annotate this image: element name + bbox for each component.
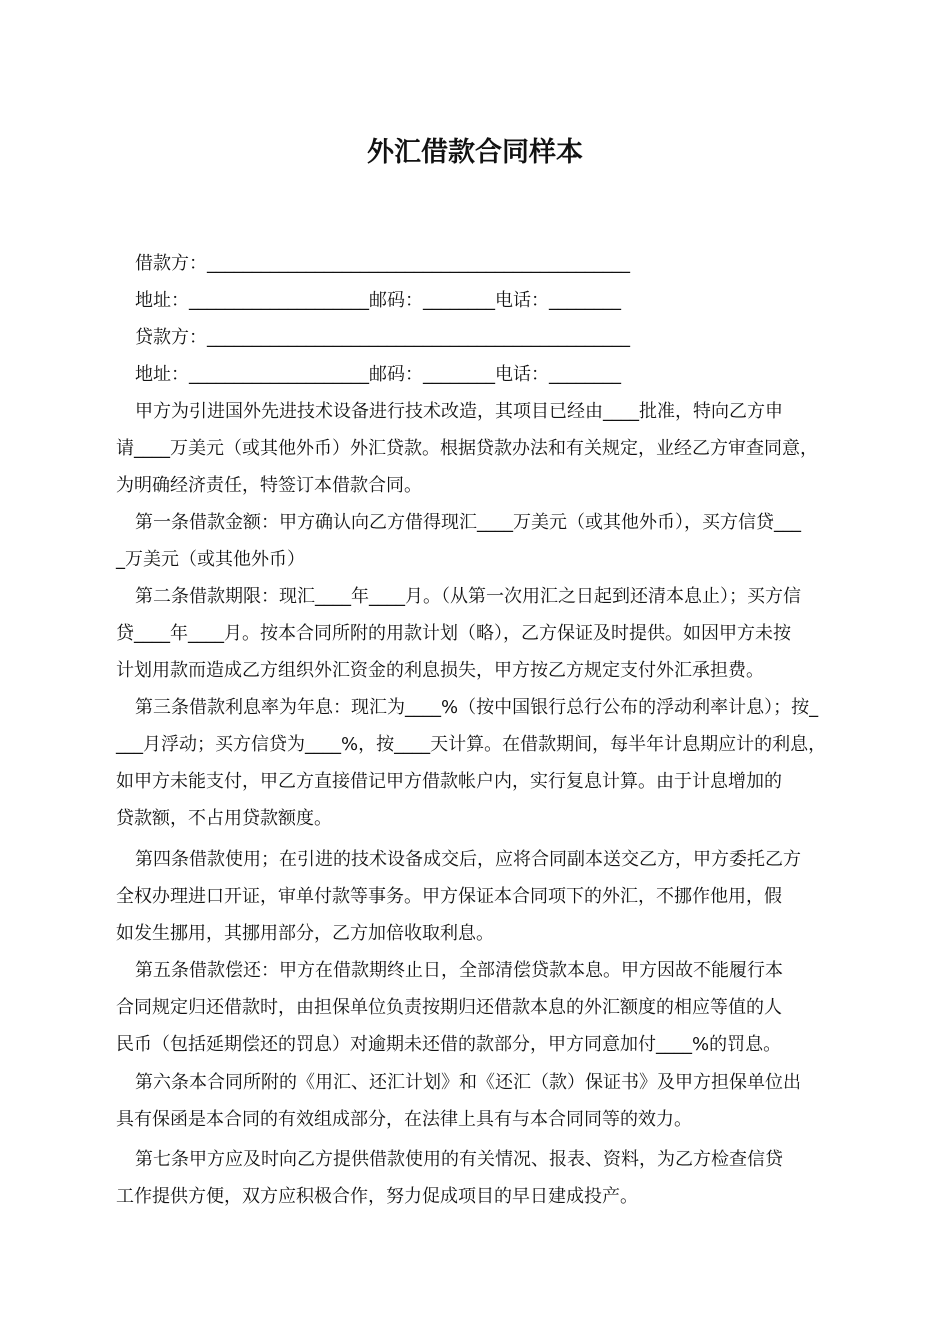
- article-2-line-2: 贷____年____月。按本合同所附的用款计划（略），乙方保证及时提供。如因甲方未按: [116, 623, 791, 644]
- borrower-line: 借款方：_______________________________________________: [135, 253, 630, 274]
- article-7-line-1: 第七条甲方应及时向乙方提供借款使用的有关情况、报表、资料，为乙方检查信贷: [135, 1149, 783, 1170]
- article-5-line-1: 第五条借款偿还：甲方在借款期终止日，全部清偿贷款本息。甲方因故不能履行本: [135, 960, 783, 981]
- document-title: 外汇借款合同样本: [367, 137, 583, 168]
- preamble-line-3: 为明确经济责任，特签订本借款合同。: [116, 475, 422, 496]
- article-3-line-3: 如甲方未能支付，甲乙方直接借记甲方借款帐户内，实行复息计算。由于计息增加的: [116, 771, 782, 792]
- article-3-line-4: 贷款额，不占用贷款额度。: [116, 808, 332, 829]
- article-6-line-1: 第六条本合同所附的《用汇、还汇计划》和《还汇（款）保证书》及甲方担保单位出: [135, 1072, 801, 1093]
- article-2-line-1: 第二条借款期限：现汇____年____月。（从第一次用汇之日起到还清本息止）；买方信: [135, 586, 801, 607]
- article-4-line-2: 全权办理进口开证，审单付款等事务。甲方保证本合同项下的外汇，不挪作他用，假: [116, 886, 782, 907]
- article-4-line-3: 如发生挪用，其挪用部分，乙方加倍收取利息。: [116, 923, 494, 944]
- article-1-line-1: 第一条借款金额：甲方确认向乙方借得现汇____万美元（或其他外币），买方信贷___: [135, 512, 801, 533]
- lender-line: 贷款方：_______________________________________________: [135, 327, 630, 348]
- preamble-line-2: 请____万美元（或其他外币）外汇贷款。根据贷款办法和有关规定，业经乙方审查同意，: [116, 438, 818, 459]
- lender-address-line: 地址：____________________邮码：________电话：________: [135, 364, 621, 385]
- article-6-line-2: 具有保函是本合同的有效组成部分，在法律上具有与本合同同等的效力。: [116, 1109, 692, 1130]
- article-7-line-2: 工作提供方便，双方应积极合作，努力促成项目的早日建成投产。: [116, 1186, 638, 1207]
- article-1-line-2: _万美元（或其他外币）: [116, 549, 305, 570]
- article-5-line-2: 合同规定归还借款时，由担保单位负责按期归还借款本息的外汇额度的相应等值的人: [116, 997, 782, 1018]
- article-3-line-1: 第三条借款利息率为年息：现汇为____%（按中国银行总行公布的浮动利率计息）；按_: [135, 697, 819, 718]
- article-2-line-3: 计划用款而造成乙方组织外汇资金的利息损失，甲方按乙方规定支付外汇承担费。: [116, 660, 764, 681]
- article-5-line-3: 民币（包括延期偿还的罚息）对逾期未还借的款部分，甲方同意加付____%的罚息。: [116, 1034, 782, 1055]
- article-3-line-2: ___月浮动；买方信贷为____%，按____天计算。在借款期间，每半年计息期应计的利息，: [116, 734, 827, 755]
- article-4-line-1: 第四条借款使用；在引进的技术设备成交后，应将合同副本送交乙方，甲方委托乙方: [135, 849, 801, 870]
- preamble-line-1: 甲方为引进国外先进技术设备进行技术改造，其项目已经由____批准，特向乙方申: [135, 401, 783, 422]
- borrower-address-line: 地址：____________________邮码：________电话：________: [135, 290, 621, 311]
